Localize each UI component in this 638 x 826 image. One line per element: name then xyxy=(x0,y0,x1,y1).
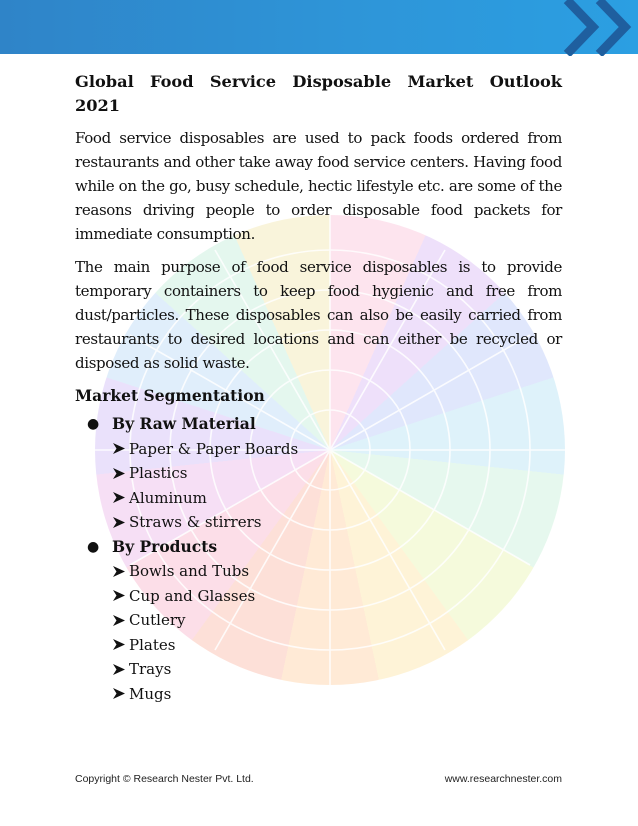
bullet-dot-icon: ● xyxy=(87,416,100,432)
list-item xyxy=(112,657,562,682)
segment-title: By Products xyxy=(112,536,218,556)
list-item xyxy=(112,437,562,462)
segment-raw-material xyxy=(75,412,562,535)
list-item-label: Mugs xyxy=(129,684,172,703)
list-item-label: Bowls and Tubs xyxy=(129,562,250,580)
arrowhead-right-icon xyxy=(112,491,126,504)
page-footer xyxy=(75,773,562,785)
list-item xyxy=(112,682,562,707)
segmentation-heading: Market Segmentation xyxy=(75,386,265,405)
arrowhead-right-icon xyxy=(112,565,126,578)
list-item-label: Cup and Glasses xyxy=(129,586,256,605)
segment-items xyxy=(112,437,562,535)
intro-paragraph: Food service disposables are used to pack foods ordered from restaurants and other take away food service centers. Having food while on the go, busy schedule, hectic lifestyle etc. are some of the reasons driving people to order disposable food packets for immediate consumption. xyxy=(75,129,562,243)
list-item-label: Straws & stirrers xyxy=(129,513,262,531)
list-item-label: Paper & Paper Boards xyxy=(129,439,299,458)
segment-items xyxy=(112,559,562,706)
bullet-dot-icon: ● xyxy=(87,538,100,555)
segment-title: By Raw Material xyxy=(112,414,256,433)
chevron-right-icon xyxy=(585,0,638,56)
list-item xyxy=(112,510,562,535)
list-item xyxy=(112,559,562,584)
header-band xyxy=(0,0,638,54)
document-body xyxy=(75,70,562,706)
segment-products xyxy=(75,535,562,707)
website-text: www.researchnester.com xyxy=(444,773,562,785)
arrowhead-right-icon xyxy=(112,663,126,676)
list-item-label: Plastics xyxy=(129,464,188,482)
arrowhead-right-icon xyxy=(112,614,126,627)
arrowhead-right-icon xyxy=(112,687,126,700)
list-item-label: Cutlery xyxy=(129,611,186,629)
list-item xyxy=(112,486,562,511)
arrowhead-right-icon xyxy=(112,589,126,602)
list-item-label: Trays xyxy=(129,660,172,678)
arrowhead-right-icon xyxy=(112,442,126,455)
document-title: Global Food Service Disposable Market Outlook 2021 xyxy=(75,72,562,115)
arrowhead-right-icon xyxy=(112,516,126,529)
segmentation-list xyxy=(75,412,562,706)
purpose-paragraph: The main purpose of food service disposables is to provide temporary containers to keep food hygienic and free from dust/particles. These disposables can also be easily carried from restaurants to desired locations and can either be recycled or disposed as solid waste. xyxy=(75,258,562,372)
list-item xyxy=(112,633,562,658)
arrowhead-right-icon xyxy=(112,638,126,651)
list-item xyxy=(112,461,562,486)
copyright-text: Copyright © Research Nester Pvt. Ltd. xyxy=(75,773,254,785)
list-item-label: Aluminum xyxy=(129,488,207,507)
list-item xyxy=(112,584,562,609)
list-item xyxy=(112,608,562,633)
list-item-label: Plates xyxy=(129,635,176,654)
arrowhead-right-icon xyxy=(112,467,126,480)
